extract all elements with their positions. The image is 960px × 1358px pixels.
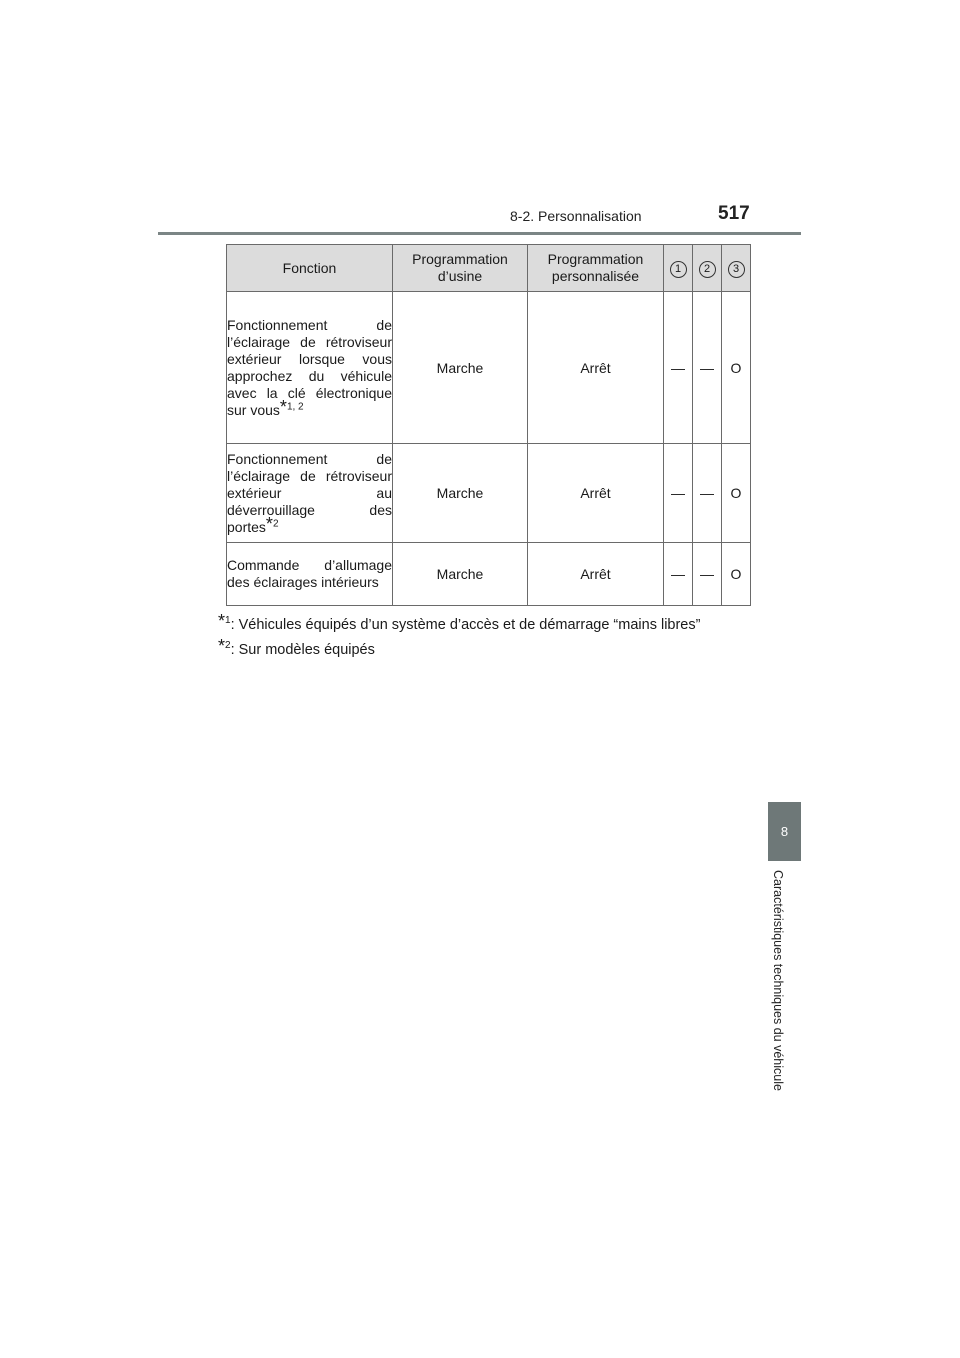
header-factory-label: Programmation d’usine	[412, 251, 508, 284]
footnote-1	[218, 611, 701, 633]
footnote-star: *	[265, 513, 273, 534]
row-c3: O	[722, 543, 751, 606]
row-function	[227, 292, 393, 444]
row-custom: Arrêt	[528, 543, 664, 606]
row-factory: Marche	[393, 444, 528, 543]
chapter-number: 8	[780, 824, 789, 839]
footnote-star: *	[279, 396, 287, 417]
row-c2: —	[693, 444, 722, 543]
header-divider	[158, 232, 801, 235]
row-c3: O	[722, 444, 751, 543]
header-col-1	[664, 245, 693, 292]
footnote-number: 2	[225, 640, 231, 652]
circled-number-3-icon: 3	[728, 261, 745, 278]
header-factory-setting	[393, 245, 528, 292]
page-number: 517	[718, 203, 750, 224]
row-factory: Marche	[393, 292, 528, 444]
row-function	[227, 444, 393, 543]
row-c2: —	[693, 292, 722, 444]
header-col-3	[722, 245, 751, 292]
row-c2: —	[693, 543, 722, 606]
footnote-number: 1	[225, 615, 231, 627]
header-custom-label: Programmation personnalisée	[547, 251, 644, 284]
footnote-text: : Sur modèles équipés	[230, 642, 375, 658]
row-c1: —	[664, 444, 693, 543]
function-text: Fonctionnement de l’éclairage de rétroviseur extérieur lorsque vous approchez du véhicule avec la clé électronique sur vous	[227, 316, 392, 418]
row-c3: O	[722, 292, 751, 444]
footnote-star: *	[218, 636, 226, 656]
row-custom: Arrêt	[528, 292, 664, 444]
circled-number-2-icon: 2	[699, 261, 716, 278]
footnote-text: : Véhicules équipés d’un système d’accès et de démarrage “mains libres”	[230, 617, 701, 633]
table-row	[227, 543, 751, 606]
header-custom-setting	[528, 245, 664, 292]
chapter-tab[interactable]	[768, 802, 801, 861]
row-custom: Arrêt	[528, 444, 664, 543]
table-header-row	[227, 245, 751, 292]
row-c1: —	[664, 292, 693, 444]
row-function	[227, 543, 393, 606]
footnote-2	[218, 636, 375, 658]
circled-number-1-icon: 1	[670, 261, 687, 278]
footnote-ref: 2	[272, 517, 279, 529]
section-title: 8-2. Personnalisation	[510, 208, 642, 224]
table-row	[227, 292, 751, 444]
footnote-star: *	[218, 611, 226, 631]
function-text: Fonctionnement de l’éclairage de rétroviseur extérieur au déverrouillage des portes	[227, 450, 392, 535]
chapter-title: Caractéristiques techniques du véhicule	[771, 870, 785, 1091]
table-row	[227, 444, 751, 543]
header-col-2	[693, 245, 722, 292]
footnote-ref: 1, 2	[286, 400, 304, 412]
row-c1: —	[664, 543, 693, 606]
customization-table	[226, 244, 751, 606]
header-function: Fonction	[227, 245, 393, 292]
row-factory: Marche	[393, 543, 528, 606]
function-text: Commande d’allumage des éclairages intérieurs	[227, 557, 392, 590]
